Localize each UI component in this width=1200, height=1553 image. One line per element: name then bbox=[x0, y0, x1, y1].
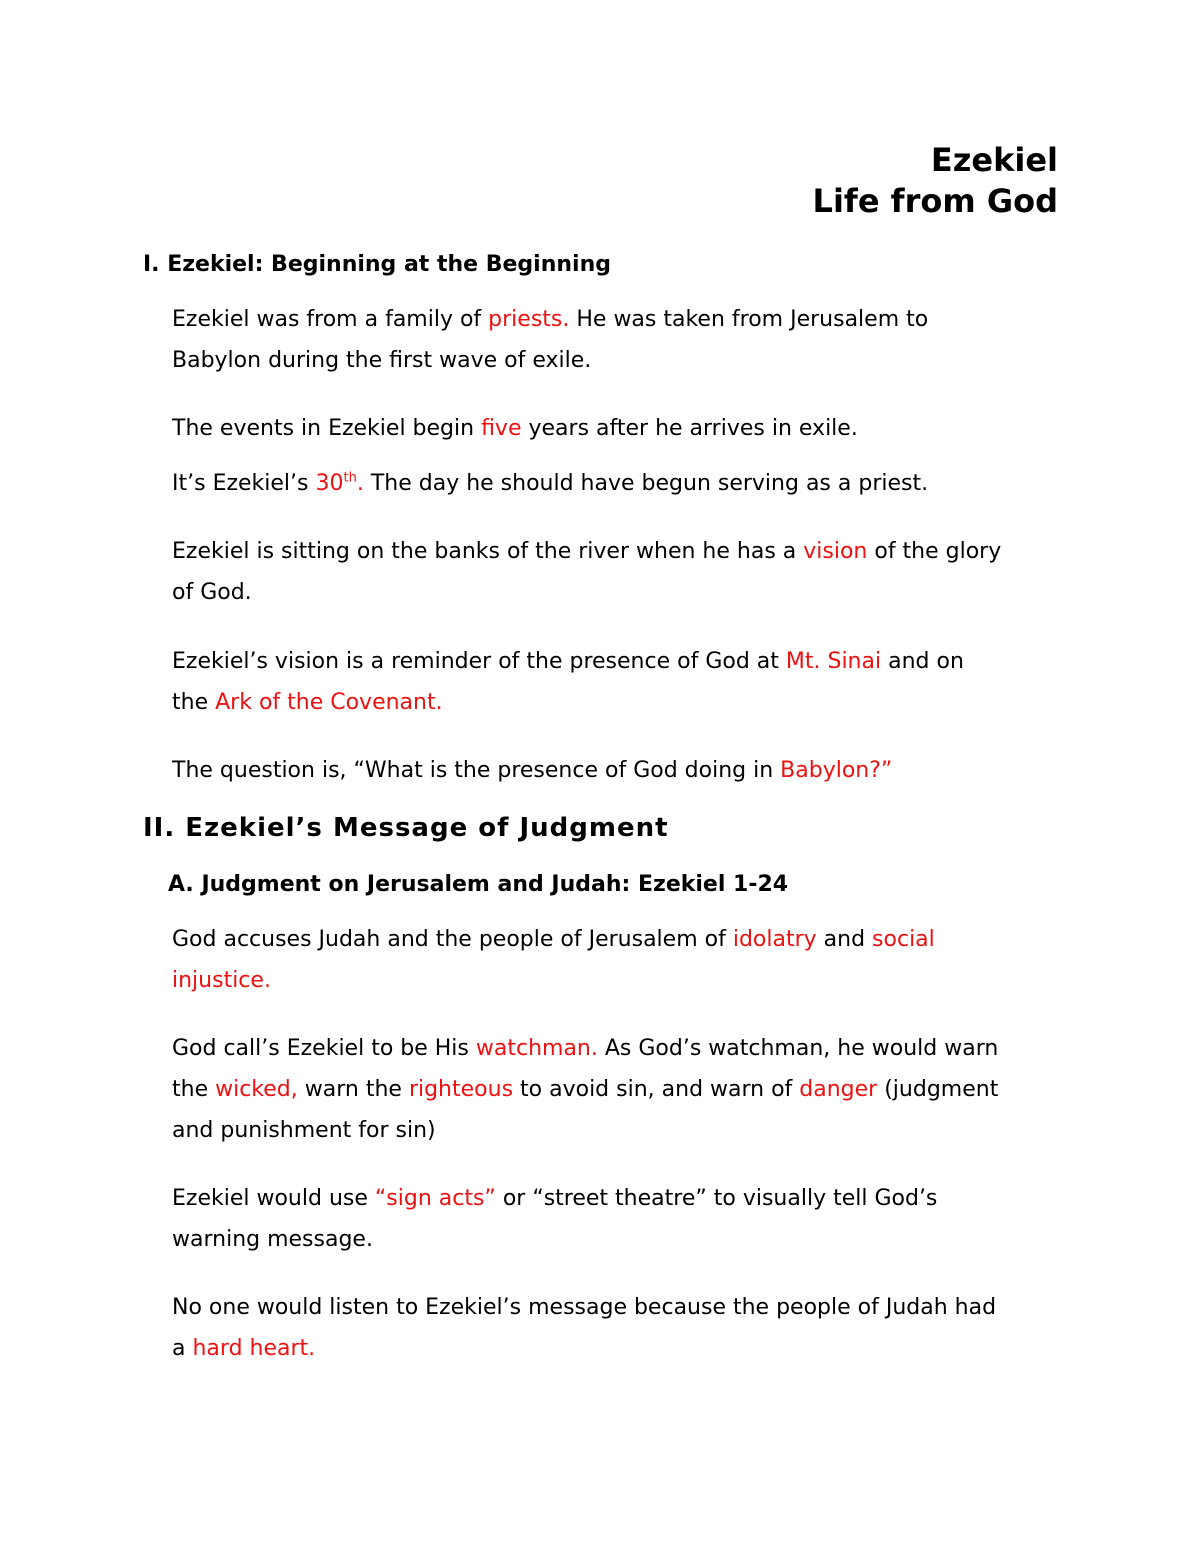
text-run: God call’s Ezekiel to be His bbox=[172, 1036, 476, 1061]
text-run: The day he should have begun serving as a priest. bbox=[363, 471, 929, 496]
text-run: 30 bbox=[315, 471, 344, 496]
paragraph-line bbox=[172, 1287, 996, 1328]
title-line-2: Life from God bbox=[812, 182, 1058, 220]
text-run: of the glory bbox=[867, 539, 1002, 564]
highlight-social: social bbox=[872, 927, 935, 952]
section-2-paragraph-3 bbox=[172, 1178, 937, 1260]
paragraph-line bbox=[172, 299, 928, 340]
paragraph-line bbox=[172, 1028, 998, 1069]
paragraph-line bbox=[172, 641, 964, 682]
text-run: warning message. bbox=[172, 1227, 373, 1252]
section-1-paragraph-2 bbox=[172, 408, 858, 449]
text-run: (judgment bbox=[877, 1077, 999, 1102]
text-run: and bbox=[816, 927, 873, 952]
text-run: Ezekiel would use bbox=[172, 1186, 375, 1211]
highlight-hard-heart: hard heart. bbox=[192, 1336, 316, 1361]
highlight-mt-sinai: Mt. Sinai bbox=[785, 649, 882, 674]
text-run: the bbox=[172, 690, 216, 715]
text-run: th bbox=[343, 470, 357, 486]
section-2-subheading: A. Judgment on Jerusalem and Judah: Ezekiel 1-24 bbox=[168, 872, 789, 897]
highlight-watchman: watchman. bbox=[475, 1036, 598, 1061]
text-run: the bbox=[172, 1077, 216, 1102]
paragraph-line bbox=[172, 463, 928, 504]
highlight-injustice: injustice. bbox=[172, 968, 271, 993]
paragraph-line bbox=[172, 919, 935, 960]
section-2-paragraph-1 bbox=[172, 919, 935, 1001]
text-run: As God’s watchman, he would warn bbox=[597, 1036, 999, 1061]
text-run: of God. bbox=[172, 580, 252, 605]
highlight-vision: vision bbox=[803, 539, 868, 564]
section-1-heading: I. Ezekiel: Beginning at the Beginning bbox=[143, 252, 611, 277]
text-run: a bbox=[172, 1336, 193, 1361]
highlight-danger: danger bbox=[799, 1077, 878, 1102]
paragraph-line bbox=[172, 1219, 937, 1260]
text-run: Babylon during the first wave of exile. bbox=[172, 348, 592, 373]
highlight-30th bbox=[316, 471, 364, 496]
section-1-paragraph-3 bbox=[172, 463, 928, 504]
section-1-paragraph-1 bbox=[172, 299, 928, 381]
text-run: years after he arrives in exile. bbox=[521, 416, 858, 441]
paragraph-line bbox=[172, 1328, 996, 1369]
highlight-wicked: wicked, bbox=[215, 1077, 298, 1102]
paragraph-line bbox=[172, 960, 935, 1001]
text-run: No one would listen to Ezekiel’s message because the people of Judah had bbox=[172, 1295, 997, 1320]
highlight-sign-acts: “sign acts” bbox=[374, 1186, 496, 1211]
paragraph-line bbox=[172, 340, 928, 381]
paragraph-line bbox=[172, 682, 964, 723]
highlight-priests: priests. bbox=[488, 307, 570, 332]
paragraph-line bbox=[172, 408, 858, 449]
paragraph-line bbox=[172, 572, 1001, 613]
text-run: It’s Ezekiel’s bbox=[172, 471, 316, 496]
text-run: God accuses Judah and the people of Jerusalem of bbox=[172, 927, 733, 952]
text-run: The events in Ezekiel begin bbox=[172, 416, 482, 441]
text-run: He was taken from Jerusalem to bbox=[569, 307, 929, 332]
text-run: Ezekiel was from a family of bbox=[172, 307, 489, 332]
section-2-paragraph-4 bbox=[172, 1287, 996, 1369]
highlight-five: five bbox=[481, 416, 522, 441]
text-run: to avoid sin, and warn of bbox=[513, 1077, 800, 1102]
section-1-paragraph-5 bbox=[172, 641, 964, 723]
section-1-paragraph-6 bbox=[172, 750, 892, 791]
highlight-idolatry: idolatry bbox=[732, 927, 817, 952]
text-run: Ezekiel is sitting on the banks of the river when he has a bbox=[172, 539, 804, 564]
section-2-paragraph-2 bbox=[172, 1028, 998, 1151]
paragraph-line bbox=[172, 531, 1001, 572]
text-run: . bbox=[356, 471, 364, 496]
section-2-heading: II. Ezekiel’s Message of Judgment bbox=[143, 813, 669, 843]
text-run: Ezekiel’s vision is a reminder of the presence of God at bbox=[172, 649, 786, 674]
title-line-1: Ezekiel bbox=[930, 141, 1058, 179]
highlight-ark: Ark of the Covenant. bbox=[215, 690, 443, 715]
section-1-paragraph-4 bbox=[172, 531, 1001, 613]
highlight-babylon: Babylon?” bbox=[780, 758, 893, 783]
text-run: or “street theatre” to visually tell God’s bbox=[495, 1186, 938, 1211]
text-run: and on bbox=[881, 649, 964, 674]
paragraph-line bbox=[172, 1178, 937, 1219]
paragraph-line bbox=[172, 1069, 998, 1110]
text-run: and punishment for sin) bbox=[172, 1118, 436, 1143]
text-run: The question is, “What is the presence of God doing in bbox=[172, 758, 781, 783]
text-run: warn the bbox=[297, 1077, 409, 1102]
paragraph-line bbox=[172, 750, 892, 791]
highlight-righteous: righteous bbox=[408, 1077, 514, 1102]
paragraph-line bbox=[172, 1110, 998, 1151]
